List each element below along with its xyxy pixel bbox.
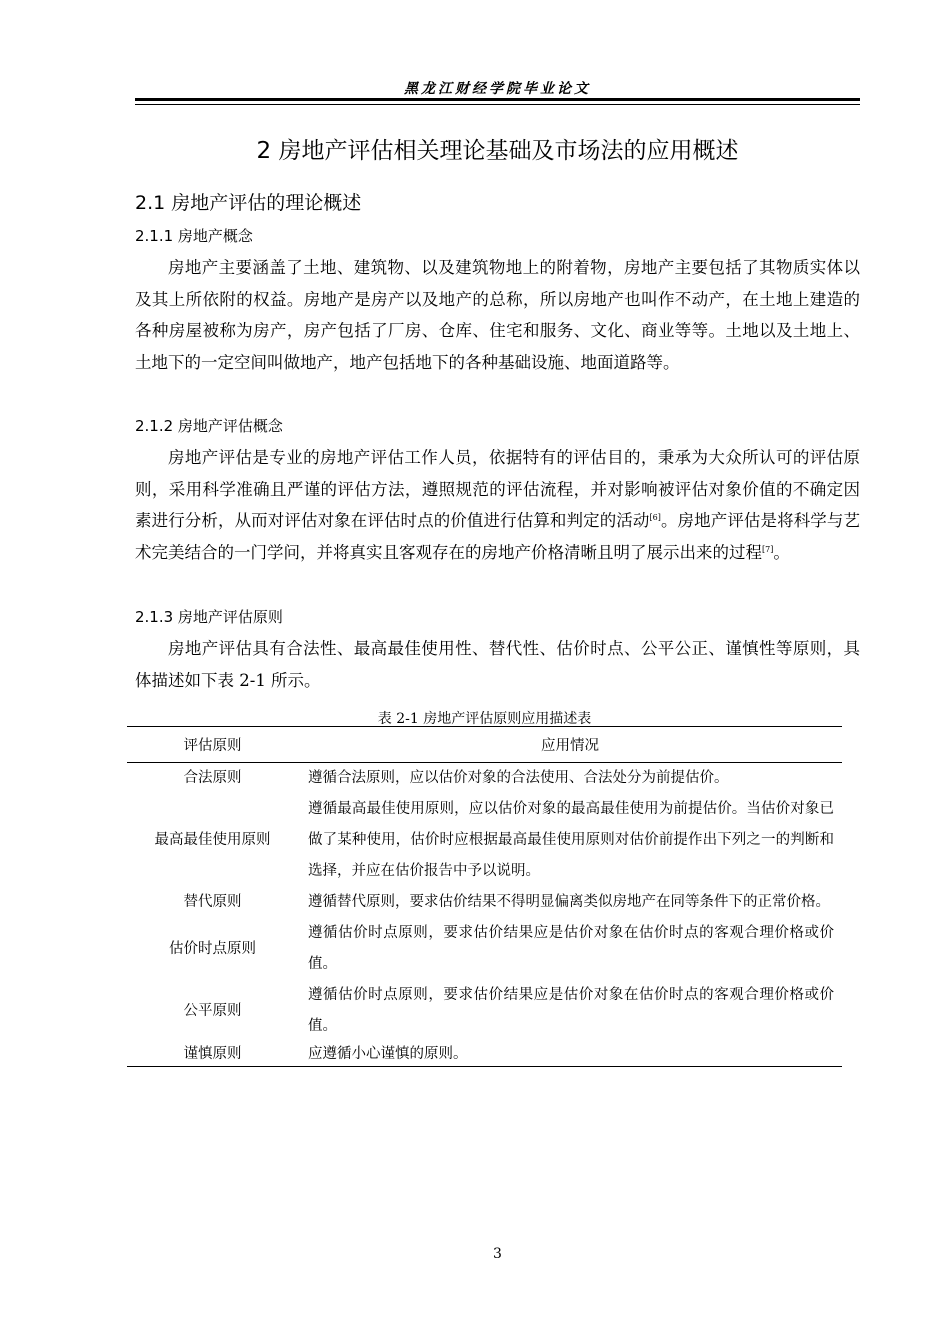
header-rule-thin bbox=[135, 104, 860, 105]
chapter-title: 2 房地产评估相关理论基础及市场法的应用概述 bbox=[256, 138, 739, 164]
principle-cell: 公平原则 bbox=[183, 1002, 242, 1019]
description-cell: 应遵循小心谨慎的原则。 bbox=[298, 1042, 842, 1067]
table-row bbox=[127, 1042, 842, 1067]
principle-cell: 替代原则 bbox=[183, 894, 242, 910]
paragraph-text-part1: 房地产评估是专业的房地产评估工作人员，依据特有的评估目的，秉承为大众所认可的评估原则，采用科学准确且严谨的评估方法，遵照规范的评估流程，并对影响被评估对象价值的不确定因素进行分析，从而对评估对象在评估时点的价值进行估算和判定的活动 bbox=[135, 448, 860, 530]
principle-cell: 最高最佳使用原则 bbox=[154, 832, 271, 848]
paragraph-appraisal-principles: 房地产评估具有合法性、最高最佳使用性、替代性、估价时点、公平公正、谨慎性等原则，具体描述如下表 2-1 所示。 bbox=[135, 639, 860, 690]
page-number: 3 bbox=[493, 1246, 502, 1262]
principle-cell: 谨慎原则 bbox=[127, 1042, 298, 1067]
table-row bbox=[127, 794, 842, 887]
table-header-row bbox=[127, 727, 842, 763]
paragraph-appraisal-concept bbox=[135, 442, 860, 568]
paragraph-text-part3: 。 bbox=[773, 542, 790, 562]
subsection-heading-2-1-2: 2.1.2 房地产评估概念 bbox=[135, 417, 283, 435]
table-row bbox=[127, 763, 842, 795]
description-cell: 遵循估价时点原则，要求估价结果应是估价对象在估价时点的客观合理价格或价值。 bbox=[308, 925, 834, 972]
citation-ref-7: [7] bbox=[762, 544, 774, 554]
principle-cell: 估价时点原则 bbox=[169, 940, 256, 957]
table-caption: 表 2-1 房地产评估原则应用描述表 bbox=[377, 711, 592, 727]
table-row bbox=[127, 918, 842, 980]
table-row bbox=[127, 980, 842, 1042]
description-cell: 遵循最高最佳使用原则，应以估价对象的最高最佳使用为前提估价。当估价对象已做了某种使用，估价时应根据最高最佳使用原则对估价前提作出下列之一的判断和选择，并应在估价报告中予以说明。 bbox=[308, 801, 834, 879]
principles-table bbox=[127, 726, 842, 1067]
description-cell: 遵循合法原则，应以估价对象的合法使用、合法处分为前提估价。 bbox=[308, 770, 729, 786]
table-header-application: 应用情况 bbox=[298, 727, 842, 763]
table-row bbox=[127, 887, 842, 918]
subsection-heading-2-1-3: 2.1.3 房地产评估原则 bbox=[135, 608, 283, 626]
table-header-principle: 评估原则 bbox=[127, 727, 298, 763]
description-cell: 遵循估价时点原则，要求估价结果应是估价对象在估价时点的客观合理价格或价值。 bbox=[308, 987, 834, 1034]
paragraph-text-part2: 。房地产评估是将科学与艺术完美结合的一门学问，并将真实且客观存在的房地产价格清晰且明了展示出来的过程 bbox=[135, 511, 861, 562]
principle-cell: 合法原则 bbox=[183, 770, 242, 786]
header-rule-thick bbox=[135, 98, 860, 101]
paragraph-real-estate-concept: 房地产主要涵盖了土地、建筑物、以及建筑物地上的附着物，房地产主要包括了其物质实体以及其上所依附的权益。房地产是房产以及地产的总称，所以房地产也叫作不动产，在土地上建造的各种房屋被称为房产，房产包括了厂房、仓库、住宅和服务、文化、商业等等。土地以及土地上、土地下的一定空间叫做地产，地产包括地下的各种基础设施、地面道路等。 bbox=[135, 258, 860, 372]
running-header: 黑龙江财经学院毕业论文 bbox=[404, 81, 591, 97]
subsection-heading-2-1-1: 2.1.1 房地产概念 bbox=[135, 227, 253, 245]
section-heading: 2.1 房地产评估的理论概述 bbox=[135, 192, 362, 214]
description-cell: 遵循替代原则，要求估价结果不得明显偏离类似房地产在同等条件下的正常价格。 bbox=[308, 894, 830, 910]
citation-ref-6: [6] bbox=[649, 513, 661, 522]
